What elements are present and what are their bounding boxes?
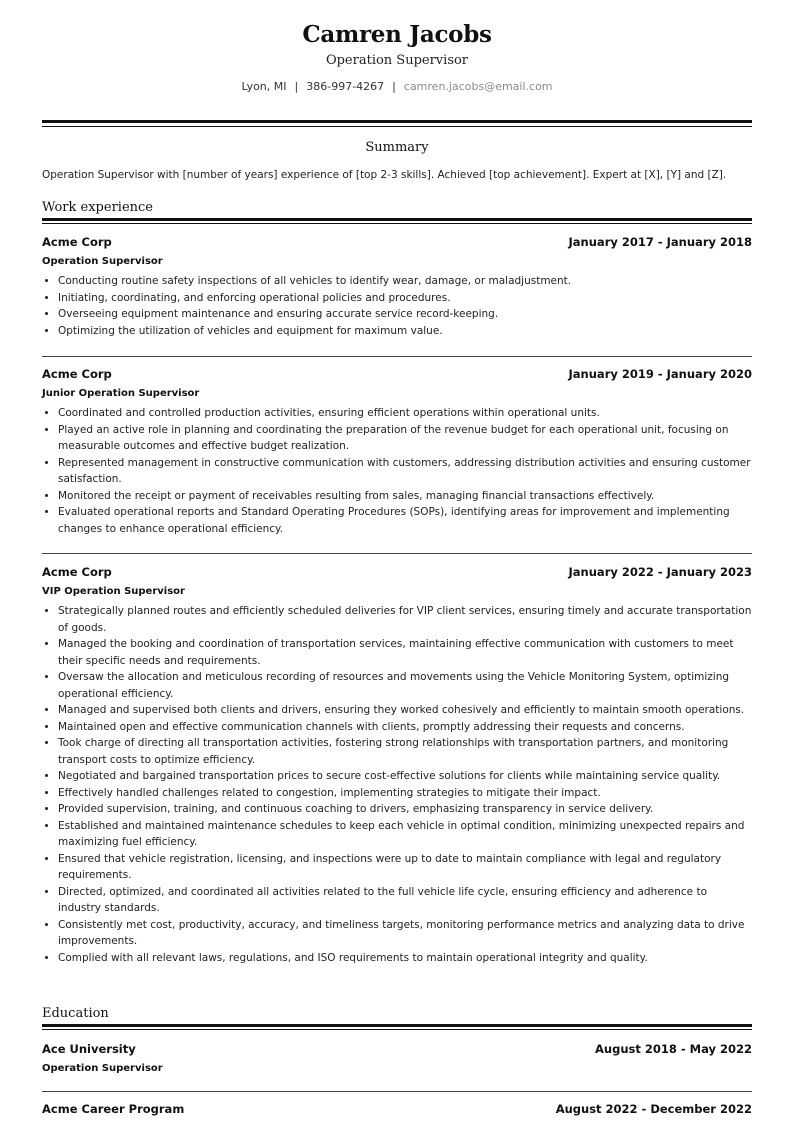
bullet-list [42, 603, 752, 966]
separator: | [392, 80, 396, 93]
candidate-name: Camren Jacobs [302, 21, 492, 48]
school-name: Acme Career Program [42, 1102, 185, 1116]
separator: | [294, 80, 299, 93]
list-item: • Took charge of directing all transportation activities, fostering strong relationships with transportation partners, and monitoring transport costs to optimize efficiency. [58, 735, 752, 768]
summary-text: Operation Supervisor with [number of years] experience of [top 2-3 skills]. Achieved [top achievement]. Expert at [X], [Y] and [Z]. [42, 169, 727, 181]
education-dates: August 2022 - December 2022 [555, 1102, 752, 1116]
company-name: Acme Corp [42, 565, 112, 579]
header-divider [42, 120, 752, 123]
education-entry [42, 1042, 752, 1074]
bullet-list [42, 405, 752, 537]
list-item: • Evaluated operational reports and Standard Operating Procedures (SOPs), identifying areas for improvement and implementing changes to enhance operational efficiency. [58, 504, 752, 537]
work-entry [42, 367, 752, 537]
list-item: • Directed, optimized, and coordinated all activities related to the full vehicle life cycle, ensuring efficiency and adherence to industry standards. [58, 884, 752, 917]
employment-dates: January 2022 - January 2023 [568, 565, 752, 579]
email-link[interactable]: camren.jacobs@email.com [403, 80, 553, 93]
work-divider [42, 218, 752, 221]
company-name: Acme Corp [42, 235, 112, 249]
job-title: Junior Operation Supervisor [42, 388, 200, 399]
list-item: • Coordinated and controlled production activities, ensuring efficient operations within operational units. [58, 405, 752, 422]
phone: 386-997-4267 [306, 80, 385, 93]
work-entry [42, 235, 752, 339]
list-item: • Negotiated and bargained transportation prices to secure cost-effective solutions for clients while maintaining service quality. [58, 768, 752, 785]
list-item: • Established and maintained maintenance schedules to keep each vehicle in optimal condition, minimizing unexpected repairs and maximizing fuel efficiency. [58, 818, 752, 851]
list-item: • Complied with all relevant laws, regulations, and ISO requirements to maintain operational integrity and quality. [58, 950, 752, 967]
list-item: • Played an active role in planning and coordinating the preparation of the revenue budget for each operational unit, focusing on measurable outcomes and effective budget realization. [58, 422, 752, 455]
education-divider-thin [42, 1029, 752, 1030]
list-item: • Ensured that vehicle registration, licensing, and inspections were up to date to maintain compliance with legal and regulatory requirements. [58, 851, 752, 884]
job-title: Operation Supervisor [42, 256, 163, 267]
entry-divider [42, 356, 752, 357]
list-item: • Optimizing the utilization of vehicles and equipment for maximum value. [58, 323, 752, 340]
list-item: • Effectively handled challenges related to congestion, implementing strategies to mitigate their impact. [58, 785, 752, 802]
employment-dates: January 2017 - January 2018 [568, 235, 752, 249]
education-divider [42, 1024, 752, 1027]
work-entry [42, 565, 752, 966]
education-dates: August 2018 - May 2022 [595, 1042, 752, 1056]
entry-divider [42, 1091, 752, 1092]
list-item: • Provided supervision, training, and continuous coaching to drivers, emphasizing transparency in service delivery. [58, 801, 752, 818]
list-item: • Managed and supervised both clients and drivers, ensuring they worked cohesively and efficiently to maintain smooth operations. [58, 702, 752, 719]
list-item: • Initiating, coordinating, and enforcing operational policies and procedures. [58, 290, 752, 307]
contact-line [42, 80, 752, 93]
work-divider-thin [42, 223, 752, 224]
list-item: • Managed the booking and coordination of transportation services, maintaining effective communication with customers to meet their specific needs and requirements. [58, 636, 752, 669]
list-item: • Oversaw the allocation and meticulous recording of resources and movements using the Vehicle Monitoring System, optimizing operational efficiency. [58, 669, 752, 702]
list-item: • Overseeing equipment maintenance and ensuring accurate service record-keeping. [58, 306, 752, 323]
program-name: Operation Supervisor [42, 1063, 163, 1074]
job-title: VIP Operation Supervisor [42, 586, 185, 597]
employment-dates: January 2019 - January 2020 [568, 367, 752, 381]
entry-divider [42, 553, 752, 554]
education-entry [42, 1102, 752, 1118]
work-experience-heading: Work experience [42, 200, 153, 215]
location: Lyon, MI [241, 80, 287, 93]
school-name: Ace University [42, 1042, 136, 1056]
bullet-list [42, 273, 752, 339]
summary-heading: Summary [365, 140, 429, 155]
list-item: • Consistently met cost, productivity, accuracy, and timeliness targets, monitoring performance metrics and analyzing data to drive improvements. [58, 917, 752, 950]
list-item: • Monitored the receipt or payment of receivables resulting from sales, managing financial transactions effectively. [58, 488, 752, 505]
education-heading: Education [42, 1006, 109, 1021]
company-name: Acme Corp [42, 367, 112, 381]
list-item: • Represented management in constructive communication with customers, addressing distribution activities and ensuring customer satisfaction. [58, 455, 752, 488]
list-item: • Conducting routine safety inspections of all vehicles to identify wear, damage, or maladjustment. [58, 273, 752, 290]
candidate-title: Operation Supervisor [325, 53, 469, 68]
list-item: • Maintained open and effective communication channels with clients, promptly addressing their requests and concerns. [58, 719, 752, 736]
list-item: • Strategically planned routes and efficiently scheduled deliveries for VIP client services, ensuring timely and accurate transportation of goods. [58, 603, 752, 636]
header-divider-thin [42, 126, 752, 127]
